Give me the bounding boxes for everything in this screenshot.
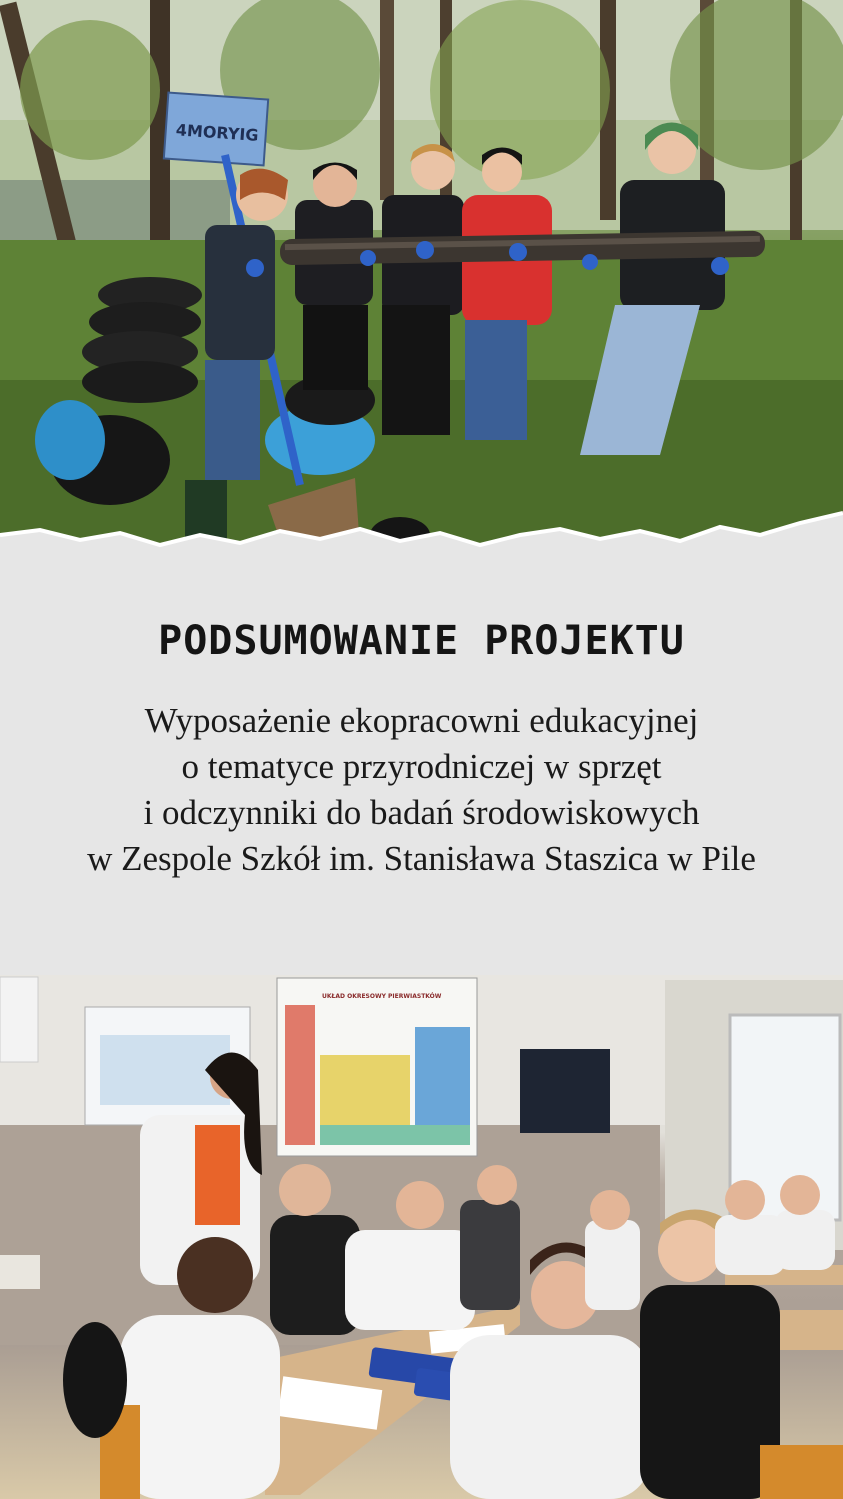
- description-line: Wyposażenie ekopracowni edukacyjnej: [144, 701, 699, 740]
- project-summary-heading: PODSUMOWANIE PROJEKTU: [158, 618, 685, 664]
- classroom-photo: [0, 975, 843, 1499]
- classroom-scene: [0, 975, 843, 1499]
- sign-text: 4MORYIG: [175, 120, 260, 145]
- lake: [0, 180, 230, 250]
- project-description: [20, 698, 823, 882]
- poster-dark: [520, 1049, 610, 1133]
- description-line: o tematyce przyrodniczej w sprzęt: [181, 747, 662, 786]
- description-line: i odczynniki do badań środowiskowych: [143, 793, 700, 832]
- cleanup-scene: [0, 0, 843, 580]
- cleanup-photo: [0, 0, 843, 580]
- periodic-table-title: UKŁAD OKRESOWY PIERWIASTKÓW: [322, 993, 442, 1000]
- description-line: w Zespole Szkół im. Stanisława Staszica w Pile: [87, 839, 756, 878]
